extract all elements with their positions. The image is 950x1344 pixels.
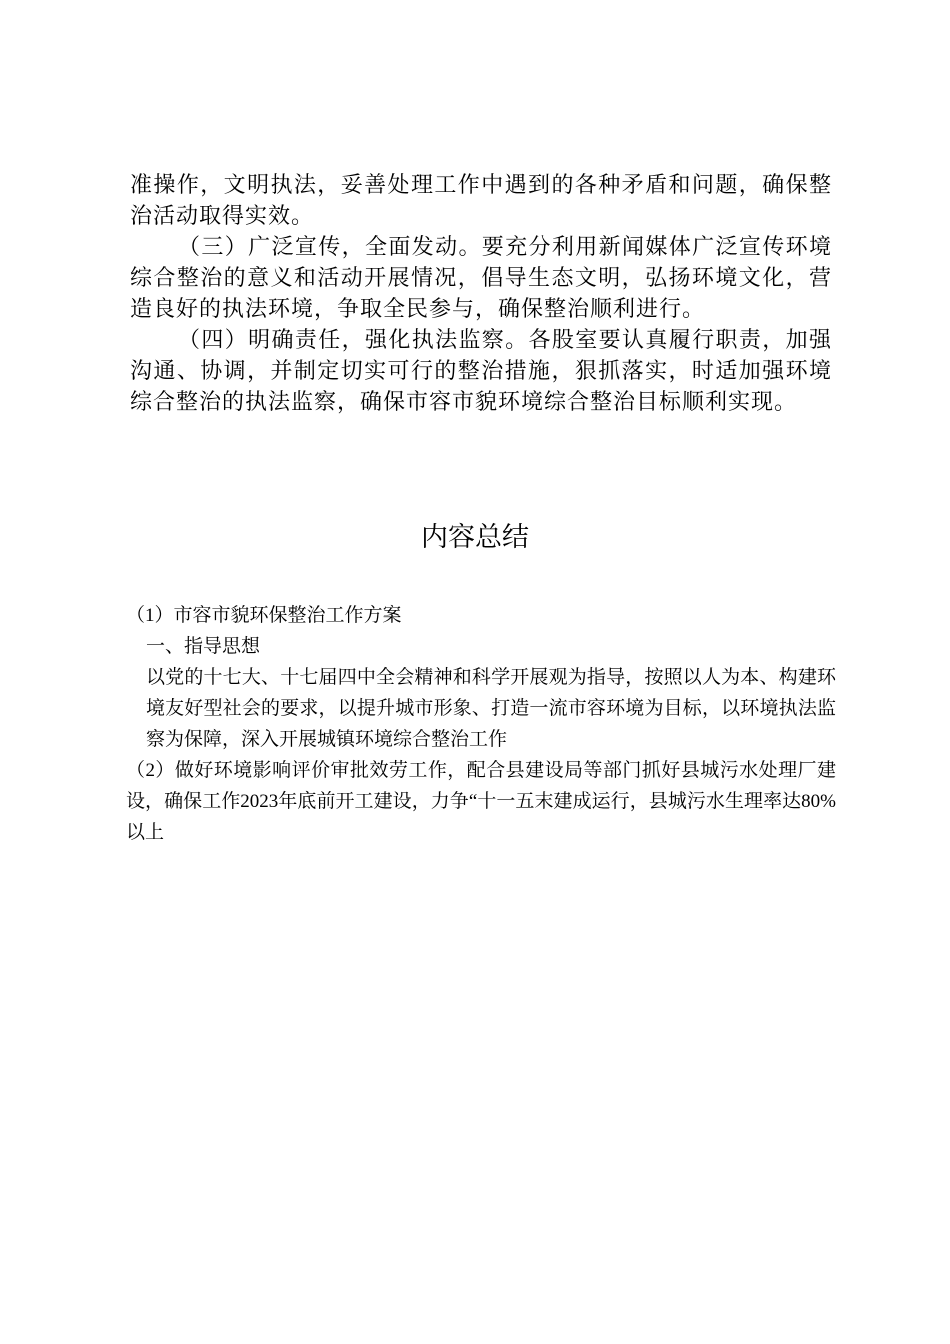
summary-section [126, 600, 836, 848]
summary-item-2: （2）做好环境影响评价审批效劳工作，配合县建设局等部门抓好县城污水处理厂建设，确保工作2023年底前开工建设，力争“十一五末建成运行，县城污水生理率达80%以上 [126, 760, 836, 843]
paragraph-publicity: （三）广泛宣传，全面发动。要充分利用新闻媒体广泛宣传环境综合整治的意义和活动开展情况，倡导生态文明，弘扬环境文化，营造良好的执法环境，争取全民参与，确保整治顺利进行。 [130, 235, 832, 322]
summary-item-1-heading: 一、指导思想 [146, 636, 261, 657]
paragraph-continuation: 准操作，文明执法，妥善处理工作中遇到的各种矛盾和问题，确保整治活动取得实效。 [130, 173, 832, 229]
summary-item-1: （1）市容市貌环保整治工作方案 [126, 605, 402, 626]
summary-title: 内容总结 [421, 522, 529, 553]
body-text [130, 170, 832, 418]
paragraph-responsibility: （四）明确责任，强化执法监察。各股室要认真履行职责，加强沟通、协调，并制定切实可行的整治措施，狠抓落实，时适加强环境综合整治的执法监察，确保市容市貌环境综合整治目标顺利实现。 [130, 328, 832, 415]
summary-item-1-body: 以党的十七大、十七届四中全会精神和科学开展观为指导，按照以人为本、构建环境友好型社会的要求，以提升城市形象、打造一流市容环境为目标，以环境执法监察为保障，深入开展城镇环境综合整治工作 [146, 667, 836, 750]
